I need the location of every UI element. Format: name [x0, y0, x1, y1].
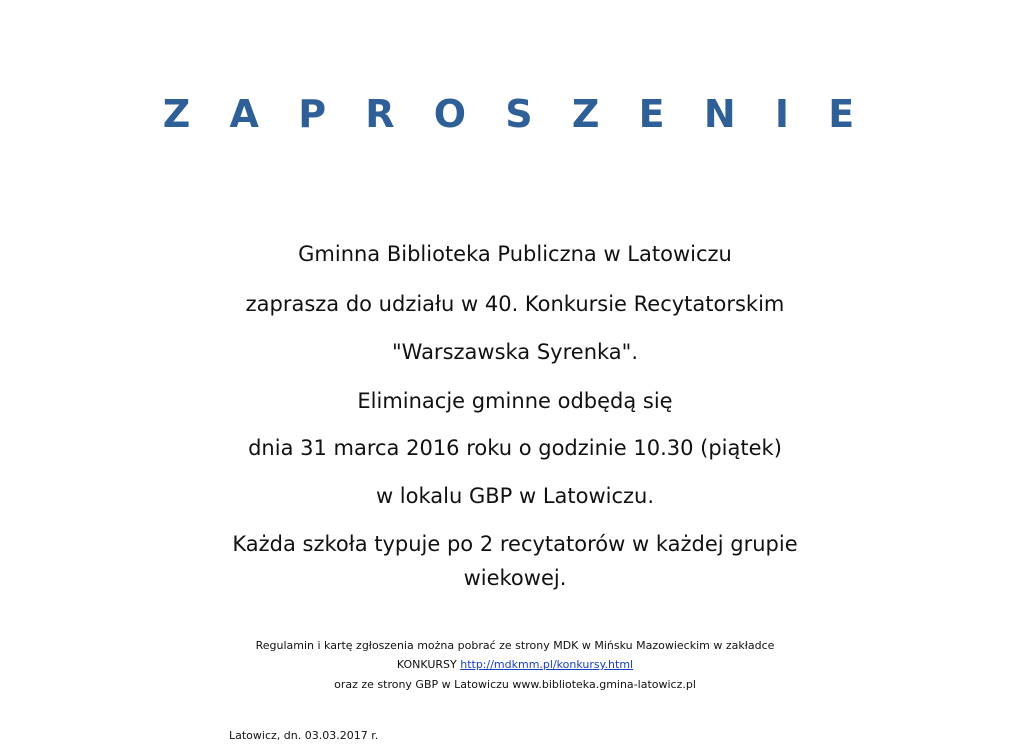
note-line-konkursy [0, 658, 1024, 671]
footer-place-date: Latowicz, dn. 03.03.2017 r. [229, 729, 379, 742]
note-line-regulations: Regulamin i kartę zgłoszenia można pobrać ze strony MDK w Mińsku Mazowieckim w zakładce [255, 639, 775, 652]
body-line-date-time: dnia 31 marca 2016 roku o godzinie 10.30 (piątek) [248, 436, 782, 460]
konkursy-link[interactable]: http://mdkmm.pl/konkursy.html [460, 658, 634, 671]
body-line-location: w lokalu GBP w Latowiczu. [375, 484, 655, 508]
body-line-eliminations: Eliminacje gminne odbędą się [357, 389, 673, 413]
body-line-organizer: Gminna Biblioteka Publiczna w Latowiczu [298, 242, 732, 266]
note-line-gbp-website: oraz ze strony GBP w Latowiczu www.biblioteka.gmina-latowicz.pl [334, 678, 696, 691]
body-line-rules-part1: Każda szkoła typuje po 2 recytatorów w każdej grupie [232, 532, 798, 556]
note-konkursy-label: KONKURSY [396, 658, 461, 671]
document-title: Z A P R O S Z E N I E [162, 92, 868, 136]
body-line-rules-part2: wiekowej. [463, 566, 567, 590]
body-line-invitation: zaprasza do udziału w 40. Konkursie Recytatorskim [245, 292, 785, 316]
body-line-contest-name: "Warszawska Syrenka". [391, 340, 639, 364]
